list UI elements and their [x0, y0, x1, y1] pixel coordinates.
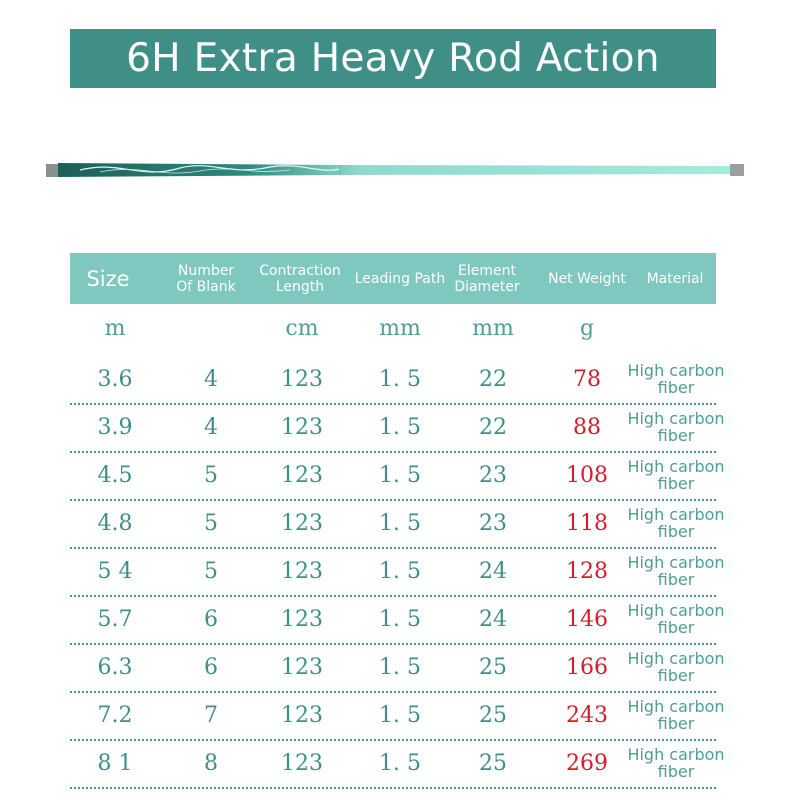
table-header — [70, 253, 716, 304]
table-row — [70, 499, 725, 549]
cell-contraction: 123 — [281, 558, 323, 584]
table-row — [70, 355, 725, 405]
header-size: Size — [86, 266, 130, 291]
cell-element: 25 — [479, 750, 507, 776]
cell-material: High carbon fiber — [627, 505, 725, 541]
cell-size: 5.7 — [97, 606, 133, 632]
cell-material: High carbon fiber — [627, 361, 725, 397]
cell-blanks: 6 — [204, 654, 218, 680]
fishing-rod-image — [40, 150, 750, 190]
cell-weight: 118 — [566, 510, 608, 536]
cell-leading: 1. 5 — [379, 462, 421, 488]
cell-contraction: 123 — [281, 702, 323, 728]
cell-leading: 1. 5 — [379, 366, 421, 392]
cell-element: 25 — [479, 654, 507, 680]
cell-element: 24 — [479, 606, 507, 632]
cell-element: 22 — [479, 366, 507, 392]
header-net-weight: Net Weight — [548, 270, 626, 287]
cell-weight: 243 — [566, 702, 608, 728]
cell-weight: 269 — [566, 750, 608, 776]
cell-size: 7.2 — [97, 702, 133, 728]
cell-leading: 1. 5 — [379, 750, 421, 776]
cell-blanks: 5 — [204, 462, 218, 488]
cell-element: 25 — [479, 702, 507, 728]
unit-element: mm — [472, 315, 514, 341]
table-row — [70, 643, 725, 693]
cell-weight: 128 — [566, 558, 608, 584]
cell-leading: 1. 5 — [379, 510, 421, 536]
cell-material: High carbon fiber — [627, 745, 725, 781]
cell-material: High carbon fiber — [627, 649, 725, 685]
cell-blanks: 7 — [204, 702, 218, 728]
cell-blanks: 4 — [204, 414, 218, 440]
table-row — [70, 691, 725, 741]
cell-leading: 1. 5 — [379, 606, 421, 632]
cell-contraction: 123 — [281, 606, 323, 632]
table-row — [70, 451, 725, 501]
cell-contraction: 123 — [281, 462, 323, 488]
cell-size: 4.5 — [97, 462, 133, 488]
cell-size: 5 4 — [97, 558, 133, 584]
cell-size: 6.3 — [97, 654, 133, 680]
cell-blanks: 8 — [204, 750, 218, 776]
table-row — [70, 739, 725, 789]
header-material: Material — [646, 270, 704, 287]
cell-leading: 1. 5 — [379, 558, 421, 584]
cell-blanks: 5 — [204, 558, 218, 584]
cell-element: 22 — [479, 414, 507, 440]
cell-blanks: 6 — [204, 606, 218, 632]
cell-size: 4.8 — [97, 510, 133, 536]
units-row — [70, 313, 716, 343]
cell-size: 8 1 — [97, 750, 133, 776]
unit-weight: g — [579, 315, 595, 341]
cell-weight: 78 — [573, 366, 601, 392]
header-leading-path: Leading Path — [354, 270, 446, 287]
cell-contraction: 123 — [281, 414, 323, 440]
cell-material: High carbon fiber — [627, 601, 725, 637]
cell-contraction: 123 — [281, 510, 323, 536]
banner-title: 6H Extra Heavy Rod Action — [70, 29, 716, 88]
table-row — [70, 595, 725, 645]
unit-leading: mm — [379, 315, 421, 341]
header-number-of-blank: Number Of Blank — [176, 262, 236, 295]
cell-element: 23 — [479, 510, 507, 536]
cell-weight: 146 — [566, 606, 608, 632]
cell-contraction: 123 — [281, 366, 323, 392]
cell-size: 3.6 — [97, 366, 133, 392]
cell-material: High carbon fiber — [627, 553, 725, 589]
cell-blanks: 4 — [204, 366, 218, 392]
cell-element: 23 — [479, 462, 507, 488]
header-element-diameter: Element Diameter — [454, 262, 520, 295]
cell-material: High carbon fiber — [627, 409, 725, 445]
cell-contraction: 123 — [281, 654, 323, 680]
cell-material: High carbon fiber — [627, 697, 725, 733]
table-row — [70, 547, 725, 597]
cell-weight: 108 — [566, 462, 608, 488]
cell-leading: 1. 5 — [379, 414, 421, 440]
cell-leading: 1. 5 — [379, 702, 421, 728]
cell-weight: 88 — [573, 414, 601, 440]
unit-size: m — [104, 315, 126, 341]
cell-material: High carbon fiber — [627, 457, 725, 493]
cell-contraction: 123 — [281, 750, 323, 776]
cell-blanks: 5 — [204, 510, 218, 536]
cell-leading: 1. 5 — [379, 654, 421, 680]
unit-contraction: cm — [285, 315, 319, 341]
cell-size: 3.9 — [97, 414, 133, 440]
cell-weight: 166 — [566, 654, 608, 680]
cell-element: 24 — [479, 558, 507, 584]
header-contraction-length: Contraction Length — [259, 262, 341, 295]
table-row — [70, 403, 725, 453]
